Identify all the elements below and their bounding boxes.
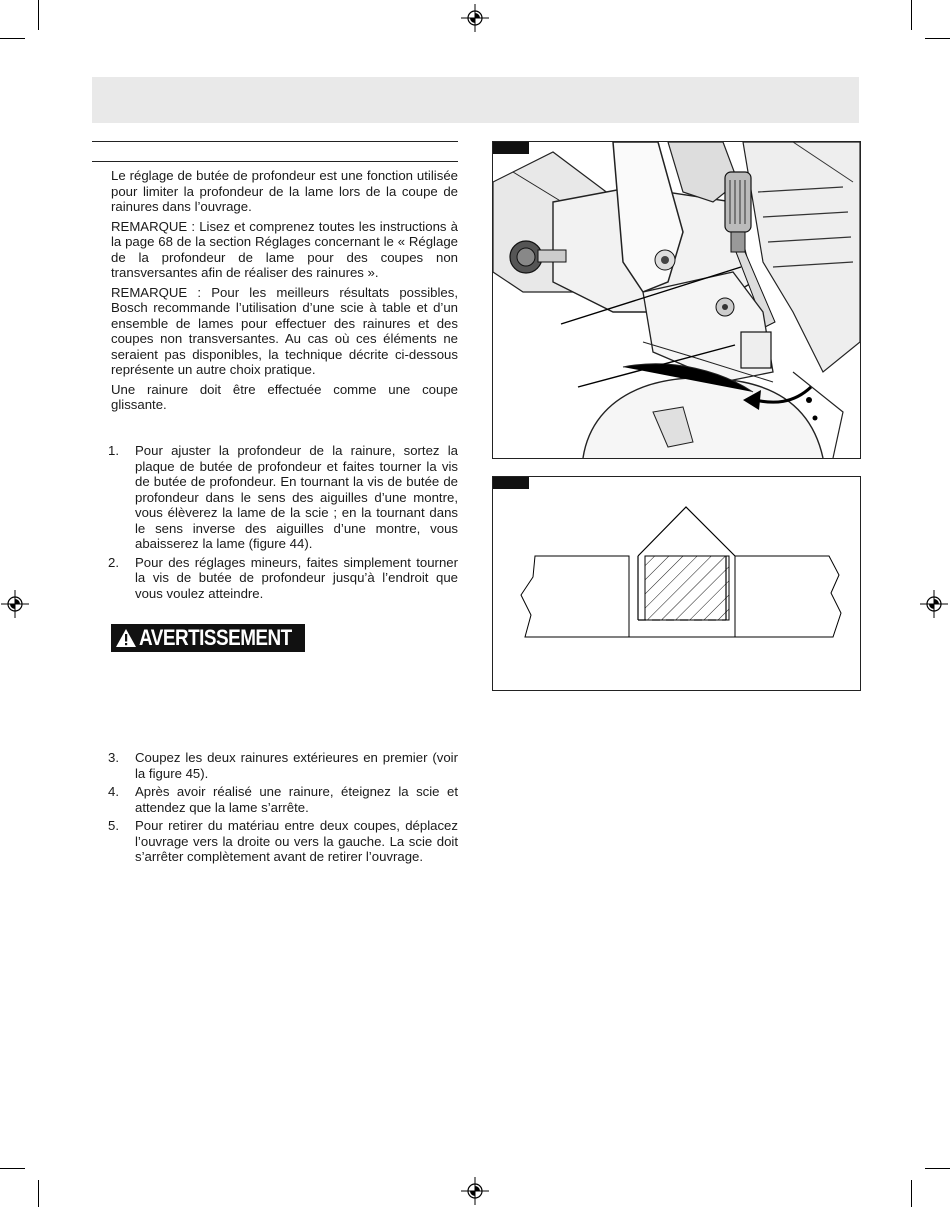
warning-label [111, 624, 305, 652]
note-paragraph: REMARQUE : Lisez et comprenez toutes les instructions à la page 68 de la section Réglages concernant le « Réglage de la profondeur de lame pour des coupes non transversantes afin de réaliser des rainures ». [111, 218, 458, 280]
step-number: 4. [108, 784, 119, 799]
step-text: Pour ajuster la profondeur de la rainure, sortez la plaque de butée de profondeur et faites tourner la vis de butée de profondeur. En tournant la vis de butée de profondeur dans le sens des aiguilles d’une montre, vous élèverez la lame de la scie ; en la tournant dans le sens inverse des aiguilles d’une montre, vous abaisserez la lame (figure 44). [135, 443, 458, 551]
crop-mark [925, 1168, 950, 1169]
step-list [108, 750, 458, 868]
registration-mark-icon [1, 590, 29, 618]
step-text: Après avoir réalisé une rainure, éteignez la scie et attendez que la lame s’arrête. [135, 784, 458, 815]
step-number: 2. [108, 554, 119, 570]
paragraph: Le réglage de butée de profondeur est une fonction utilisée pour limiter la profondeur de la lame lors de la coupe de rainures dans l’ouvrage. [111, 168, 458, 214]
registration-mark-icon [920, 590, 948, 618]
dado-cut-diagram-icon [493, 477, 860, 690]
list-item [108, 555, 458, 602]
header-band [92, 77, 859, 123]
crop-mark [0, 38, 25, 39]
crop-mark [0, 1168, 25, 1169]
crop-mark [38, 0, 39, 30]
section-rule-top [92, 141, 458, 142]
paragraph: Une rainure doit être effectuée comme une coupe glissante. [111, 381, 458, 412]
saw-depth-stop-icon [493, 142, 860, 458]
crop-mark [911, 1180, 912, 1207]
crop-mark [925, 38, 950, 39]
step-number: 3. [108, 750, 119, 765]
intro-text [111, 168, 458, 417]
list-item [108, 750, 458, 781]
crop-mark [911, 0, 912, 30]
step-number: 5. [108, 818, 119, 833]
step-text: Pour des réglages mineurs, faites simplement tourner la vis de butée de profondeur jusqu’à l’endroit que vous voulez atteindre. [135, 554, 458, 601]
warning-triangle-icon [115, 628, 137, 648]
figure-45 [492, 476, 861, 691]
section-rule-bottom [92, 161, 458, 162]
registration-mark-icon [461, 1177, 489, 1205]
figure-44 [492, 141, 861, 459]
step-list [108, 443, 458, 604]
list-item [108, 784, 458, 815]
note-paragraph: REMARQUE : Pour les meilleurs résultats possibles, Bosch recommande l’utilisation d’une scie à table et d’un ensemble de lames pour effectuer des rainures et des coupes non transversantes. Au cas où ces éléments ne seraient pas disponibles, la technique décrite ci-dessous représente un autre choix pratique. [111, 284, 458, 377]
list-item [108, 818, 458, 865]
warning-text: AVERTISSEMENT [139, 625, 292, 650]
step-text: Pour retirer du matériau entre deux coupes, déplacez l’ouvrage vers la droite ou vers la gauche. La scie doit s’arrêter complètement avant de retirer l’ouvrage. [135, 818, 458, 864]
registration-mark-icon [461, 4, 489, 32]
step-number: 1. [108, 443, 119, 458]
step-text: Coupez les deux rainures extérieures en premier (voir la figure 45). [135, 750, 458, 781]
crop-mark [38, 1180, 39, 1207]
list-item [108, 443, 458, 552]
